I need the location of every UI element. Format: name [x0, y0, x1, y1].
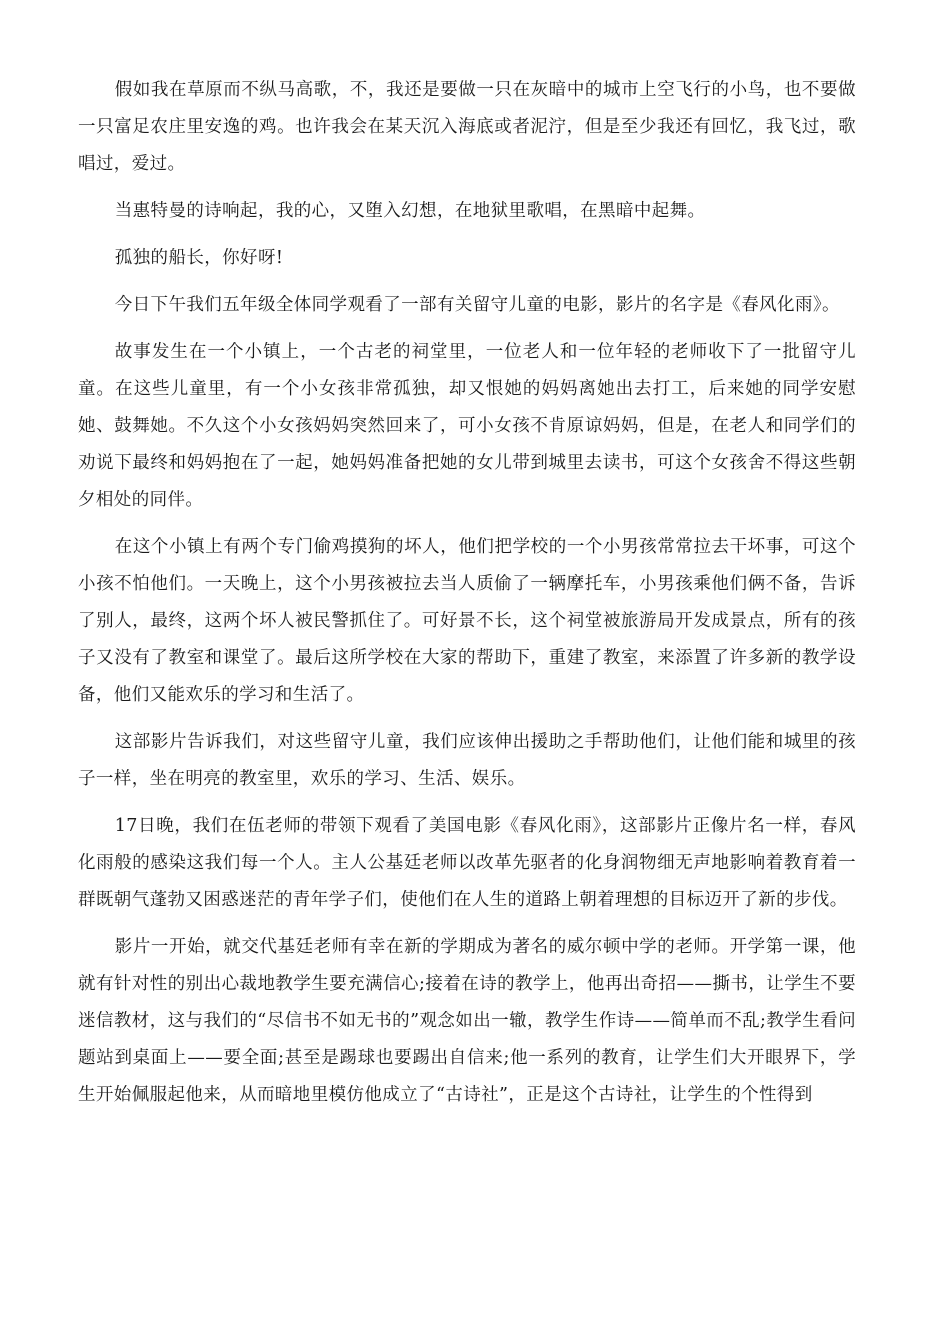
paragraph-9: 影片一开始，就交代基廷老师有幸在新的学期成为著名的威尔顿中学的老师。开学第一课，他就有针对性的别出心裁地教学生要充满信心;接着在诗的教学上，他再出奇招——撕书，让学生不要迷信教材，这与我们的“尽信书不如无书的”观念如出一辙，教学生作诗——简单而不乱;教学生看问题站到桌面上——要全面;甚至是踢球也要踢出自信来;他一系列的教育，让学生们大开眼界下，学生开始佩服起他来，从而暗地里模仿他成立了“古诗社”，正是这个古诗社，让学生的个性得到 — [78, 937, 856, 1105]
paragraph-1: 假如我在草原而不纵马高歌，不，我还是要做一只在灰暗中的城市上空飞行的小鸟，也不要做一只富足农庄里安逸的鸡。也许我会在某天沉入海底或者泥泞，但是至少我还有回忆，我飞过，歌唱过，爱过。 — [78, 80, 856, 174]
paragraph-7: 这部影片告诉我们，对这些留守儿童，我们应该伸出援助之手帮助他们，让他们能和城里的孩子一样，坐在明亮的教室里，欢乐的学习、生活、娱乐。 — [78, 732, 856, 789]
paragraph-4: 今日下午我们五年级全体同学观看了一部有关留守儿童的电影，影片的名字是《春风化雨》。 — [114, 295, 840, 315]
paragraph-2: 当惠特曼的诗响起，我的心，又堕入幻想，在地狱里歌唱，在黑暗中起舞。 — [114, 201, 706, 221]
paragraph-8: 17日晚，我们在伍老师的带领下观看了美国电影《春风化雨》，这部影片正像片名一样，春风化雨般的感染这我们每一个人。主人公基廷老师以改革先驱者的化身润物细无声地影响着教育着一群既朝气蓬勃又困惑迷茫的青年学子们，使他们在人生的道路上朝着理想的目标迈开了新的步伐。 — [78, 816, 856, 910]
paragraph-6: 在这个小镇上有两个专门偷鸡摸狗的坏人，他们把学校的一个小男孩常常拉去干坏事，可这个小孩不怕他们。一天晚上，这个小男孩被拉去当人质偷了一辆摩托车，小男孩乘他们俩不备，告诉了别人，最终，这两个坏人被民警抓住了。可好景不长，这个祠堂被旅游局开发成景点，所有的孩子又没有了教室和课堂了。最后这所学校在大家的帮助下，重建了教室，来添置了许多新的教学设备，他们又能欢乐的学习和生活了。 — [78, 537, 856, 705]
paragraph-3: 孤独的船长，你好呀! — [114, 248, 284, 268]
paragraph-5: 故事发生在一个小镇上，一个古老的祠堂里，一位老人和一位年轻的老师收下了一批留守儿童。在这些儿童里，有一个小女孩非常孤独，却又恨她的妈妈离她出去打工，后来她的同学安慰她、鼓舞她。不久这个小女孩妈妈突然回来了，可小女孩不肯原谅妈妈，但是，在老人和同学们的劝说下最终和妈妈抱在了一起，她妈妈准备把她的女儿带到城里去读书，可这个女孩舍不得这些朝夕相处的同伴。 — [78, 342, 856, 510]
